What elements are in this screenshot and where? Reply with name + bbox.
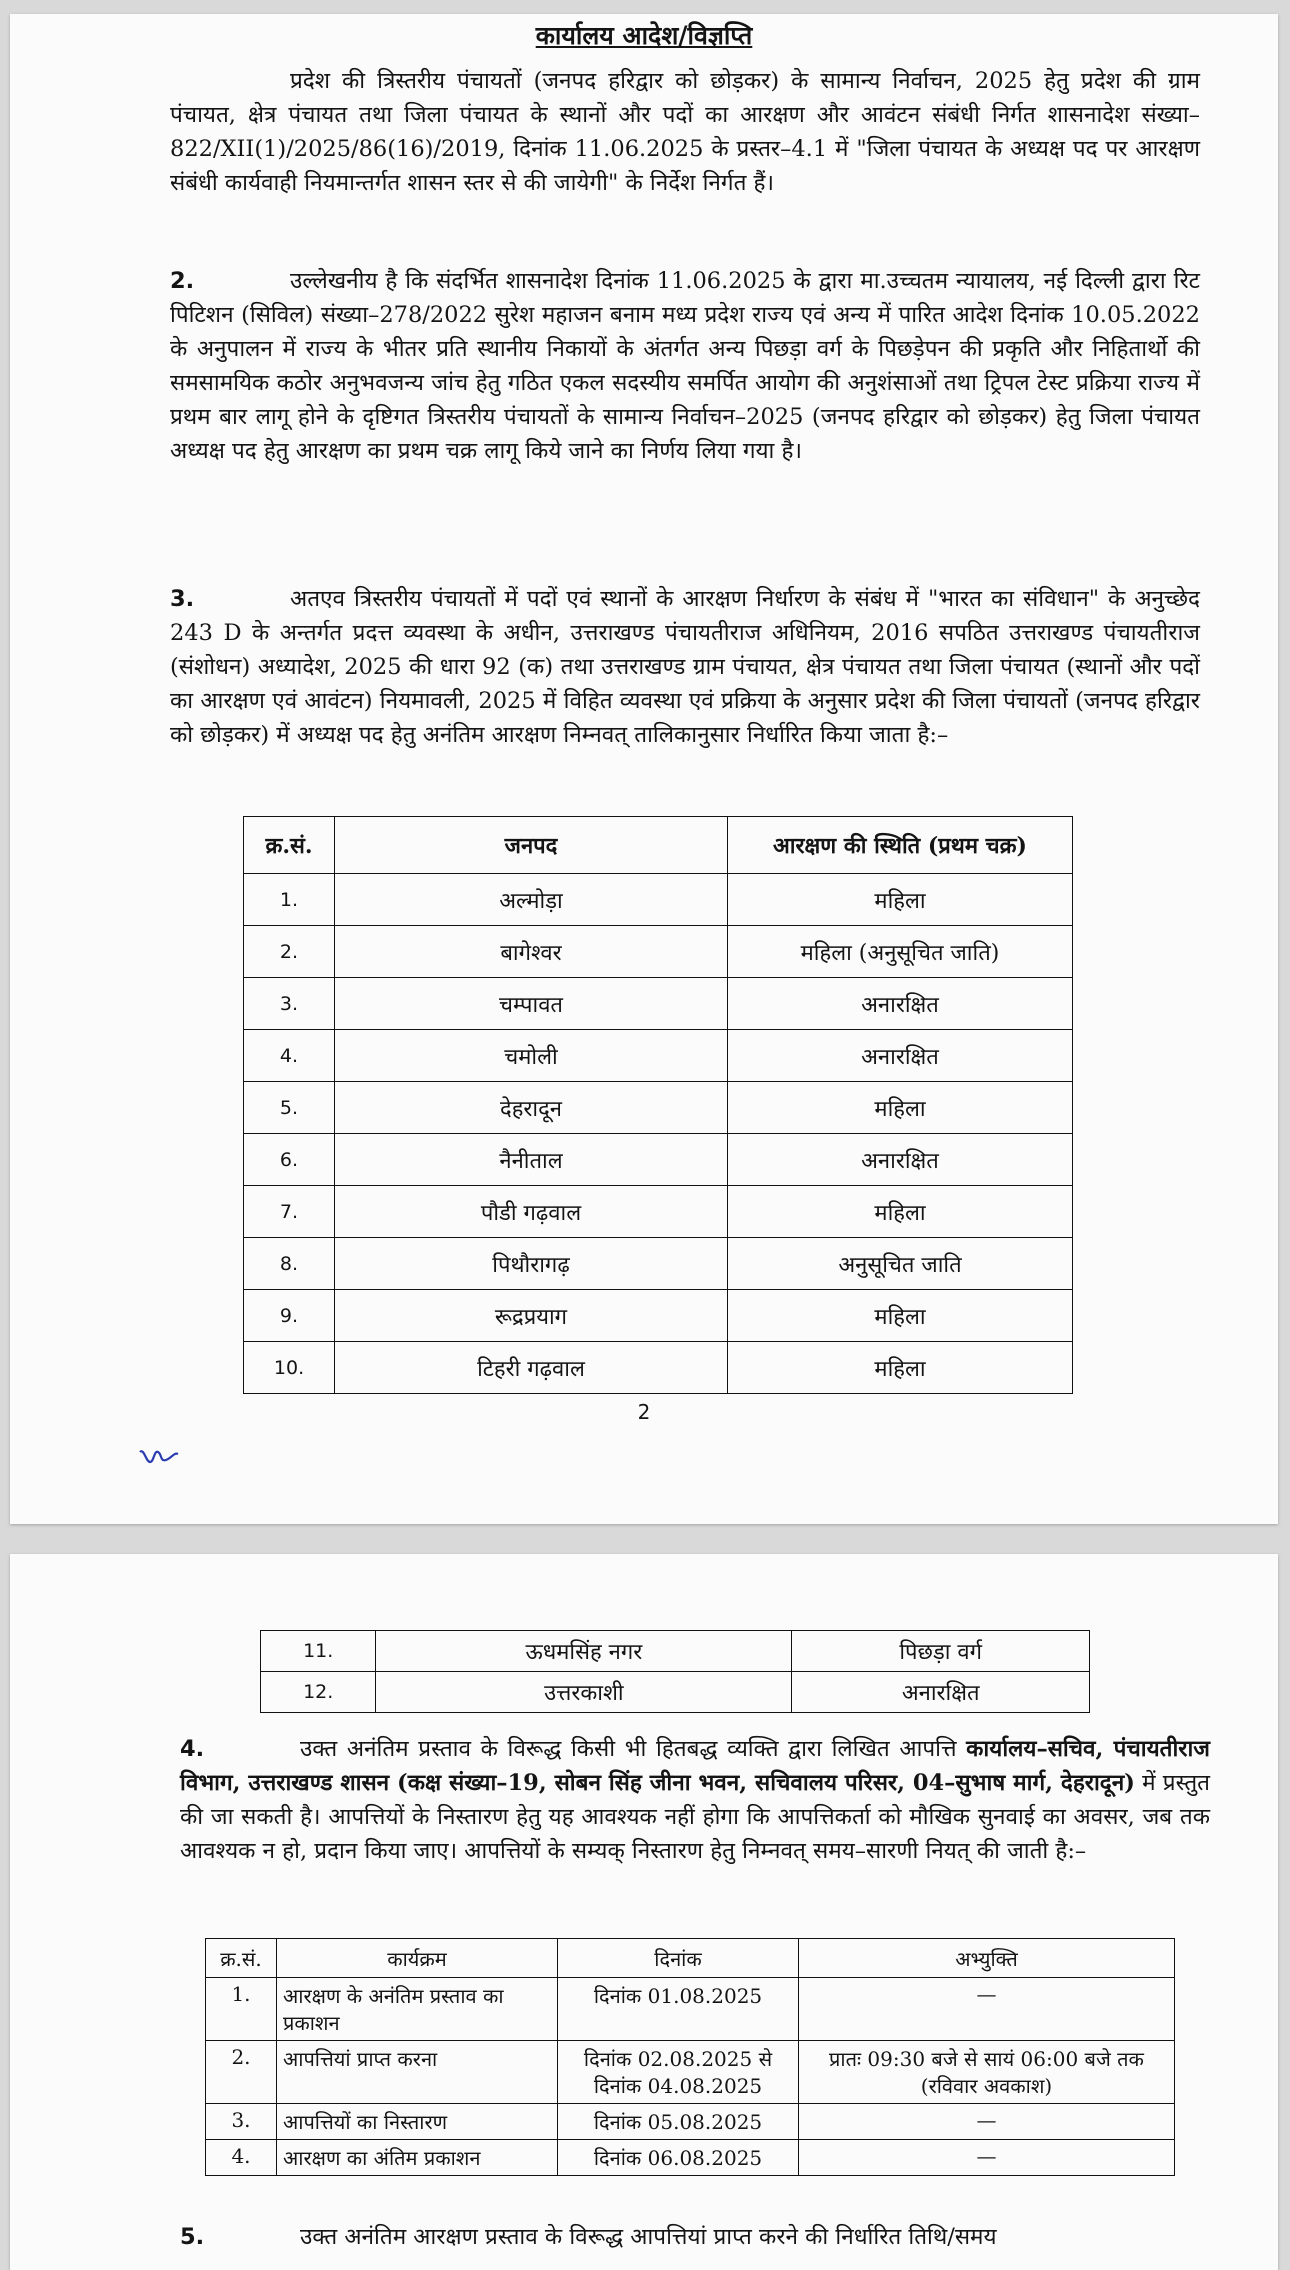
serial-number-cell: 8. — [244, 1238, 335, 1290]
table-cell: नैनीताल — [335, 1134, 728, 1186]
schedule-remarks-cell: प्रातः 09:30 बजे से सायं 06:00 बजे तक (रविवार अवकाश) — [799, 2041, 1175, 2104]
schedule-date-cell: दिनांक 02.08.2025 से दिनांक 04.08.2025 — [558, 2041, 799, 2104]
paragraph-5 — [180, 2220, 1210, 2254]
schedule-remarks-cell: — — [799, 2104, 1175, 2140]
paragraph-2-text: उल्लेखनीय है कि संदर्भित शासनादेश दिनांक 11.06.2025 के द्वारा मा.उच्चतम न्यायालय, नई दिल्ली द्वारा रिट पिटिशन (सिविल) संख्या–278/2022 सुरेश महाजन बनाम मध्य प्रदेश राज्य एवं अन्य में पारित आदेश दिनांक 10.05.2022 के अनुपालन में राज्य के भीतर प्रति स्थानीय निकायों के अंतर्गत अन्य पिछड़ा वर्ग के पिछड़ेपन की प्रकृति और निहितार्थो की समसामयिक कठोर अनुभवजन्य जांच हेतु गठित एकल सदस्यीय समर्पित आयोग की अनुशंसाओं तथा ट्रिपल टेस्ट प्रक्रिया राज्य में प्रथम बार लागू होने के दृष्टिगत त्रिस्तरीय पंचायतों के सामान्य निर्वाचन–2025 (जनपद हरिद्वार को छोड़कर) हेतु जिला पंचायत अध्यक्ष पद हेतु आरक्षण का प्रथम चक्र लागू किये जाने का निर्णय लिया गया है। — [170, 268, 1200, 464]
serial-number-cell: 5. — [244, 1082, 335, 1134]
paragraph-3-number: 3. — [170, 586, 195, 612]
serial-number-cell: 7. — [244, 1186, 335, 1238]
schedule-header-remarks: अभ्युक्ति — [799, 1939, 1175, 1978]
table-cell: उत्तरकाशी — [376, 1672, 792, 1713]
serial-number-cell: 2. — [244, 926, 335, 978]
paragraph-3 — [170, 582, 1200, 752]
table-cell: पौडी गढ़वाल — [335, 1186, 728, 1238]
document-page-2 — [10, 1554, 1278, 2270]
serial-number-cell: 11. — [261, 1631, 376, 1672]
schedule-program-cell: आरक्षण का अंतिम प्रकाशन — [277, 2140, 558, 2176]
table-row — [244, 1082, 1073, 1134]
table-row — [244, 978, 1073, 1030]
table-cell: अनुसूचित जाति — [728, 1238, 1073, 1290]
header-reservation-status: आरक्षण की स्थिति (प्रथम चक्र) — [728, 817, 1073, 874]
schedule-remarks-cell: — — [799, 2140, 1175, 2176]
handwritten-initial — [138, 1444, 182, 1475]
table-cell: महिला — [728, 1082, 1073, 1134]
table-row — [244, 874, 1073, 926]
schedule-program-cell: आरक्षण के अनंतिम प्रस्ताव का प्रकाशन — [277, 1978, 558, 2041]
reservation-table — [243, 816, 1073, 1394]
table-header-row — [244, 817, 1073, 874]
table-row — [244, 926, 1073, 978]
schedule-serial-cell: 2. — [206, 2041, 277, 2104]
table-row — [261, 1631, 1090, 1672]
paragraph-5-number: 5. — [180, 2224, 205, 2250]
table-row — [244, 1290, 1073, 1342]
serial-number-cell: 12. — [261, 1672, 376, 1713]
header-district: जनपद — [335, 817, 728, 874]
table-cell: महिला — [728, 1290, 1073, 1342]
schedule-header-serial: क्र.सं. — [206, 1939, 277, 1978]
reservation-table-continued — [260, 1630, 1090, 1713]
schedule-table — [205, 1938, 1175, 2176]
table-row — [244, 1186, 1073, 1238]
paragraph-3-text: अतएव त्रिस्तरीय पंचायतों में पदों एवं स्थानों के आरक्षण निर्धारण के संबंध में "भारत का संविधान" के अनुच्छेद 243 D के अन्तर्गत प्रदत्त व्यवस्था के अधीन, उत्तराखण्ड पंचायतीराज अधिनियम, 2016 सपठित उत्तराखण्ड पंचायतीराज (संशोधन) अध्यादेश, 2025 की धारा 92 (क) तथा उत्तराखण्ड ग्राम पंचायत, क्षेत्र पंचायत तथा जिला पंचायत (स्थानों और पदों का आरक्षण एवं आवंटन) नियमावली, 2025 में विहित व्यवस्था एवं प्रक्रिया के अनुसार प्रदेश की जिला पंचायतों (जनपद हरिद्वार को छोड़कर) में अध्यक्ष पद हेतु अनंतिम आरक्षण निम्नवत् तालिकानुसार निर्धारित किया जाता है:– — [170, 586, 1200, 748]
schedule-row — [206, 2104, 1175, 2140]
table-cell: महिला — [728, 1342, 1073, 1394]
table-cell: महिला — [728, 1186, 1073, 1238]
serial-number-cell: 6. — [244, 1134, 335, 1186]
paragraph-4-office-address: कार्यालय–सचिव, पंचायतीराज विभाग, उत्तराखण्ड शासन (कक्ष संख्या–19, सोबन सिंह जीना भवन, सचिवालय परिसर, 04–सुभाष मार्ग, देहरादून) — [180, 1736, 1211, 1796]
table-row — [244, 1030, 1073, 1082]
paragraph-5-text: उक्त अनंतिम आरक्षण प्रस्ताव के विरूद्ध आपत्तियां प्राप्त करने की निर्धारित तिथि/समय — [300, 2224, 997, 2250]
table-cell: अल्मोड़ा — [335, 874, 728, 926]
schedule-program-cell: आपत्तियों का निस्तारण — [277, 2104, 558, 2140]
paragraph-4 — [180, 1732, 1210, 1868]
table-cell: चम्पावत — [335, 978, 728, 1030]
paragraph-4-text-b: में प्रस्तुत की जा सकती है। आपत्तियों के निस्तारण हेतु यह आवश्यक नहीं होगा कि आपत्तिकर्ता को मौखिक सुनवाई का अवसर, जब तक आवश्यक न हो, प्रदान किया जाए। आपत्तियों के सम्यक् निस्तारण हेतु निम्नवत् समय–सारणी नियत् की जाती है:– — [180, 1770, 1211, 1864]
table-row — [244, 1342, 1073, 1394]
serial-number-cell: 10. — [244, 1342, 335, 1394]
schedule-row — [206, 1978, 1175, 2041]
table-row — [261, 1672, 1090, 1713]
paragraph-2-number: 2. — [170, 268, 195, 294]
page-title: कार्यालय आदेश/विज्ञप्ति — [535, 21, 753, 50]
schedule-date-cell: दिनांक 05.08.2025 — [558, 2104, 799, 2140]
table-cell: अनारक्षित — [728, 1030, 1073, 1082]
paragraph-2 — [170, 264, 1200, 468]
table-cell: अनारक्षित — [728, 1134, 1073, 1186]
serial-number-cell: 3. — [244, 978, 335, 1030]
table-cell: ऊधमसिंह नगर — [376, 1631, 792, 1672]
schedule-row — [206, 2041, 1175, 2104]
table-row — [244, 1134, 1073, 1186]
serial-number-cell: 9. — [244, 1290, 335, 1342]
document-page-1 — [10, 14, 1278, 1524]
table-cell: अनारक्षित — [792, 1672, 1090, 1713]
table-cell: पिथौरागढ़ — [335, 1238, 728, 1290]
paragraph-4-text-a: उक्त अनंतिम प्रस्ताव के विरूद्ध किसी भी हितबद्ध व्यक्ति द्वारा लिखित आपत्ति — [300, 1736, 957, 1762]
serial-number-cell: 1. — [244, 874, 335, 926]
serial-number-cell: 4. — [244, 1030, 335, 1082]
table-row — [244, 1238, 1073, 1290]
schedule-header-row — [206, 1939, 1175, 1978]
schedule-header-program: कार्यक्रम — [277, 1939, 558, 1978]
page-number: 2 — [637, 1400, 651, 1424]
table-cell: अनारक्षित — [728, 978, 1073, 1030]
header-serial: क्र.सं. — [244, 817, 335, 874]
table-cell: रूद्रप्रयाग — [335, 1290, 728, 1342]
table-cell: देहरादून — [335, 1082, 728, 1134]
paragraph-1: प्रदेश की त्रिस्तरीय पंचायतों (जनपद हरिद्वार को छोड़कर) के सामान्य निर्वाचन, 2025 हेतु प्रदेश की ग्राम पंचायत, क्षेत्र पंचायत तथा जिला पंचायत के स्थानों और पदों का आरक्षण और आवंटन संबंधी निर्गत शासनादेश संख्या–822/XII(1)/2025/86(16)/2019, दिनांक 11.06.2025 के प्रस्तर–4.1 में "जिला पंचायत के अध्यक्ष पद पर आरक्षण संबंधी कार्यवाही नियमान्तर्गत शासन स्तर से की जायेगी" के निर्देश निर्गत हैं। — [170, 68, 1200, 196]
table-cell: महिला — [728, 874, 1073, 926]
table-cell: चमोली — [335, 1030, 728, 1082]
table-cell: पिछड़ा वर्ग — [792, 1631, 1090, 1672]
table-cell: टिहरी गढ़वाल — [335, 1342, 728, 1394]
schedule-serial-cell: 4. — [206, 2140, 277, 2176]
paragraph-4-number: 4. — [180, 1736, 205, 1762]
table-cell: महिला (अनुसूचित जाति) — [728, 926, 1073, 978]
schedule-date-cell: दिनांक 06.08.2025 — [558, 2140, 799, 2176]
schedule-remarks-cell: — — [799, 1978, 1175, 2041]
schedule-row — [206, 2140, 1175, 2176]
schedule-serial-cell: 3. — [206, 2104, 277, 2140]
schedule-serial-cell: 1. — [206, 1978, 277, 2041]
schedule-header-date: दिनांक — [558, 1939, 799, 1978]
table-cell: बागेश्वर — [335, 926, 728, 978]
schedule-program-cell: आपत्तियां प्राप्त करना — [277, 2041, 558, 2104]
schedule-date-cell: दिनांक 01.08.2025 — [558, 1978, 799, 2041]
